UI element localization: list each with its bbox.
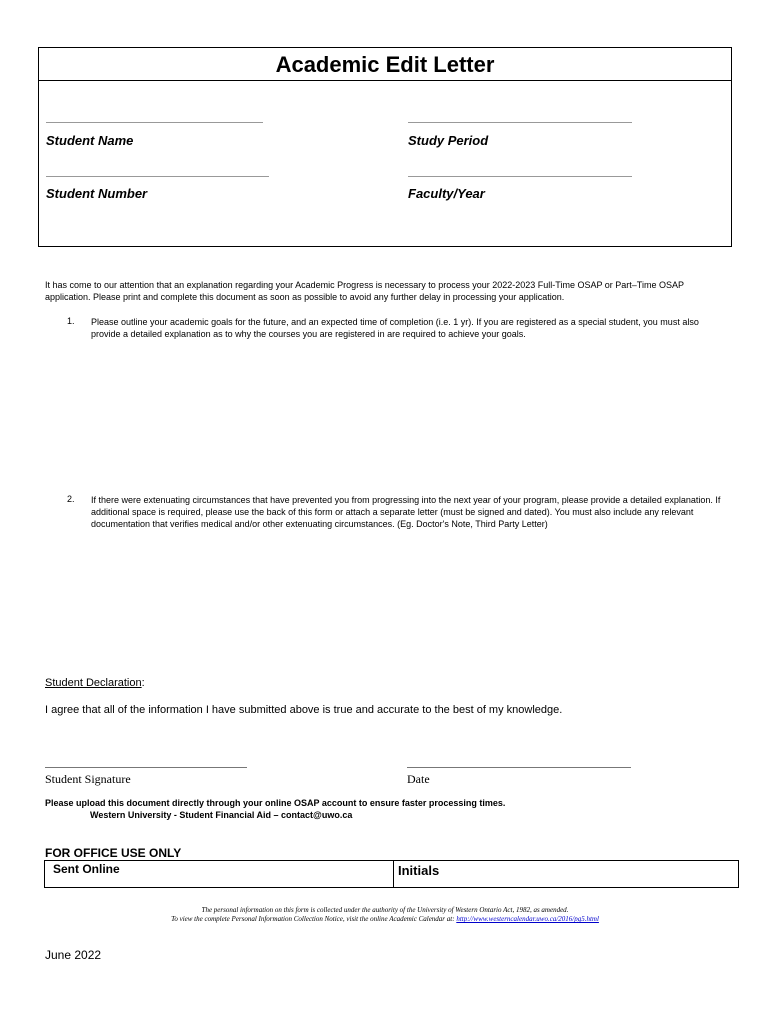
student-number-field[interactable] (46, 176, 269, 178)
item-1-number: 1. (67, 316, 75, 326)
page-title: Academic Edit Letter (275, 52, 495, 77)
footnote-line1: The personal information on this form is collected under the authority of the University of Western Ontario Act, 1982, as amended. (201, 906, 569, 914)
academic-calendar-link[interactable]: http://www.westerncalendar.uwo.ca/2016/pg5.html (456, 915, 599, 923)
sent-online-cell[interactable] (45, 861, 394, 887)
intro-paragraph: It has come to our attention that an explanation regarding your Academic Progress is necessary to process your 2022-2023 Full-Time OSAP or Part–Time OSAP application. Please print and complete this document as soon as possible to avoid any further delay in processing your application. (45, 280, 684, 302)
upload-note-line1: Please upload this document directly through your online OSAP account to ensure faster processing times. (45, 798, 506, 808)
title-row (39, 48, 731, 81)
declaration-heading-wrap (45, 677, 145, 689)
date-field[interactable] (407, 767, 631, 769)
student-signature-field[interactable] (45, 767, 247, 769)
declaration-heading: Student Declaration (45, 677, 142, 689)
sent-online-label: Sent Online (53, 862, 120, 876)
item-2-text: If there were extenuating circumstances that have prevented you from progressing into the next year of your program, please provide a detailed explanation. If additional space is required, please use the back of this form or attach a separate letter (must be signed and dated). You must also include any relevant documentation that verifies medical and/or other extenuating circumstances. (Eg. Doctor's Note, Third Party Letter) (91, 495, 721, 529)
study-period-label: Study Period (408, 133, 489, 148)
footnote-line2-prefix: To view the complete Personal Information Collection Notice, visit the online Academic Calendar at: (171, 915, 457, 923)
office-heading: FOR OFFICE USE ONLY (45, 846, 182, 860)
item-1-text: Please outline your academic goals for the future, and an expected time of completion (i.e. 1 yr). If you are registered as a special student, you must also provide a detailed explanation as to why the courses you are registered in are required to achieve your goals. (91, 317, 699, 339)
student-name-field[interactable] (46, 122, 263, 124)
item-2-number: 2. (67, 494, 75, 504)
faculty-year-field[interactable] (408, 176, 632, 178)
footnote-line2 (60, 915, 710, 923)
footer-date: June 2022 (45, 948, 102, 962)
date-label: Date (407, 772, 430, 786)
student-signature-label: Student Signature (45, 772, 131, 786)
office-use-table (44, 860, 739, 888)
header-box (38, 47, 732, 247)
declaration-colon: : (141, 677, 145, 689)
declaration-text: I agree that all of the information I have submitted above is true and accurate to the best of my knowledge. (45, 704, 563, 716)
study-period-field[interactable] (408, 122, 632, 124)
faculty-year-label: Faculty/Year (408, 186, 485, 201)
student-name-label: Student Name (46, 133, 134, 148)
upload-note-line2: Western University - Student Financial Aid – contact@uwo.ca (90, 810, 353, 820)
item-1-answer-area[interactable] (91, 345, 721, 485)
item-2-answer-area[interactable] (91, 545, 721, 670)
initials-label: Initials (398, 863, 440, 878)
student-number-label: Student Number (46, 186, 148, 201)
initials-cell[interactable] (394, 861, 739, 887)
